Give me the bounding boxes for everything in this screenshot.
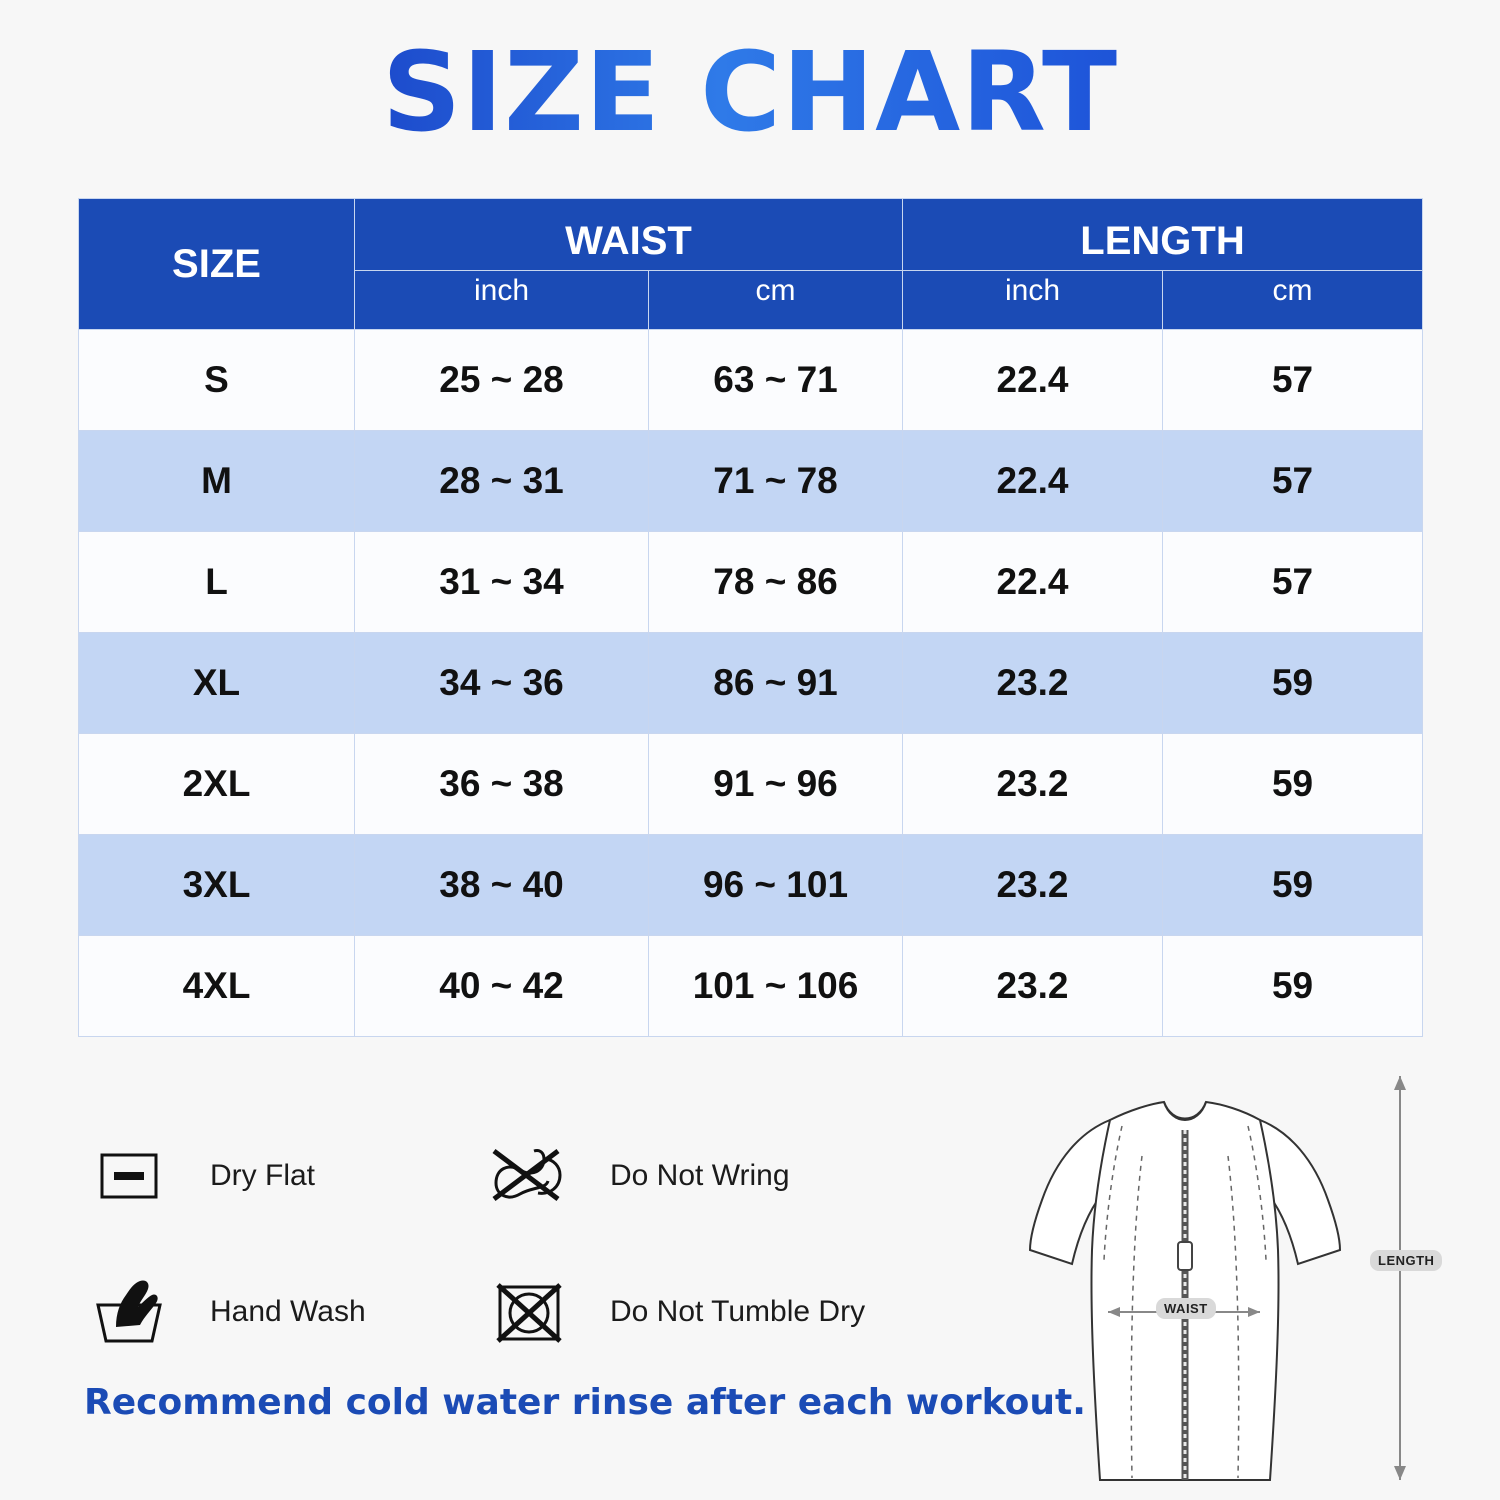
care-item-do-not-wring [486,1133,886,1219]
do-not-wring-icon [486,1133,572,1219]
cell-length-inch: 23.2 [903,633,1163,734]
table-row [79,532,1423,633]
size-chart-table [78,198,1423,1037]
cell-size: 2XL [79,734,355,835]
length-measure-tag: LENGTH [1370,1250,1442,1271]
cell-waist-inch: 25 ~ 28 [355,330,649,431]
column-header-size: SIZE [79,199,355,330]
cell-waist-inch: 36 ~ 38 [355,734,649,835]
table-head [79,199,1423,330]
table-row [79,330,1423,431]
column-header-length: LENGTH [903,199,1423,271]
column-header-waist-cm: cm [649,270,903,329]
cell-length-cm: 59 [1163,734,1423,835]
care-note: Recommend cold water rinse after each workout. [84,1382,1086,1423]
cell-waist-cm: 86 ~ 91 [649,633,903,734]
cell-waist-cm: 71 ~ 78 [649,431,903,532]
column-header-length-inch: inch [903,270,1163,329]
cell-length-cm: 59 [1163,633,1423,734]
table-header-row-groups [79,199,1423,271]
cell-size: S [79,330,355,431]
cell-waist-inch: 34 ~ 36 [355,633,649,734]
do-not-tumble-dry-icon [486,1269,572,1355]
care-label: Dry Flat [210,1159,315,1192]
cell-length-cm: 59 [1163,936,1423,1037]
garment-diagram [960,1060,1450,1490]
cell-waist-cm: 91 ~ 96 [649,734,903,835]
cell-length-inch: 23.2 [903,936,1163,1037]
care-item-do-not-tumble-dry [486,1269,886,1355]
care-label: Do Not Tumble Dry [610,1295,866,1328]
hand-wash-icon [86,1269,172,1355]
cell-waist-inch: 28 ~ 31 [355,431,649,532]
cell-length-inch: 22.4 [903,532,1163,633]
cell-size: M [79,431,355,532]
cell-waist-inch: 38 ~ 40 [355,835,649,936]
care-instructions [86,1108,986,1380]
cell-waist-inch: 31 ~ 34 [355,532,649,633]
column-header-waist: WAIST [355,199,903,271]
page-title: SIZE CHART [0,28,1500,156]
waist-measure-tag: WAIST [1156,1298,1216,1319]
table-row [79,936,1423,1037]
cell-length-cm: 57 [1163,532,1423,633]
table-row [79,835,1423,936]
cell-length-inch: 23.2 [903,835,1163,936]
cell-length-cm: 57 [1163,431,1423,532]
cell-waist-inch: 40 ~ 42 [355,936,649,1037]
cell-length-inch: 22.4 [903,431,1163,532]
care-row-2 [86,1244,986,1380]
table-row [79,431,1423,532]
cell-size: 3XL [79,835,355,936]
column-header-length-cm: cm [1163,270,1423,329]
care-label: Hand Wash [210,1295,366,1328]
dry-flat-icon [86,1133,172,1219]
garment-illustration [960,1060,1450,1490]
cell-length-cm: 59 [1163,835,1423,936]
size-chart-table-container [78,198,1422,1037]
table-row [79,734,1423,835]
care-item-dry-flat [86,1133,486,1219]
cell-waist-cm: 78 ~ 86 [649,532,903,633]
cell-size: XL [79,633,355,734]
care-row-1 [86,1108,986,1244]
cell-waist-cm: 96 ~ 101 [649,835,903,936]
cell-waist-cm: 101 ~ 106 [649,936,903,1037]
cell-length-cm: 57 [1163,330,1423,431]
cell-length-inch: 23.2 [903,734,1163,835]
cell-length-inch: 22.4 [903,330,1163,431]
care-label: Do Not Wring [610,1159,790,1192]
cell-size: L [79,532,355,633]
cell-waist-cm: 63 ~ 71 [649,330,903,431]
care-item-hand-wash [86,1269,486,1355]
column-header-waist-inch: inch [355,270,649,329]
cell-size: 4XL [79,936,355,1037]
table-body [79,330,1423,1037]
table-row [79,633,1423,734]
